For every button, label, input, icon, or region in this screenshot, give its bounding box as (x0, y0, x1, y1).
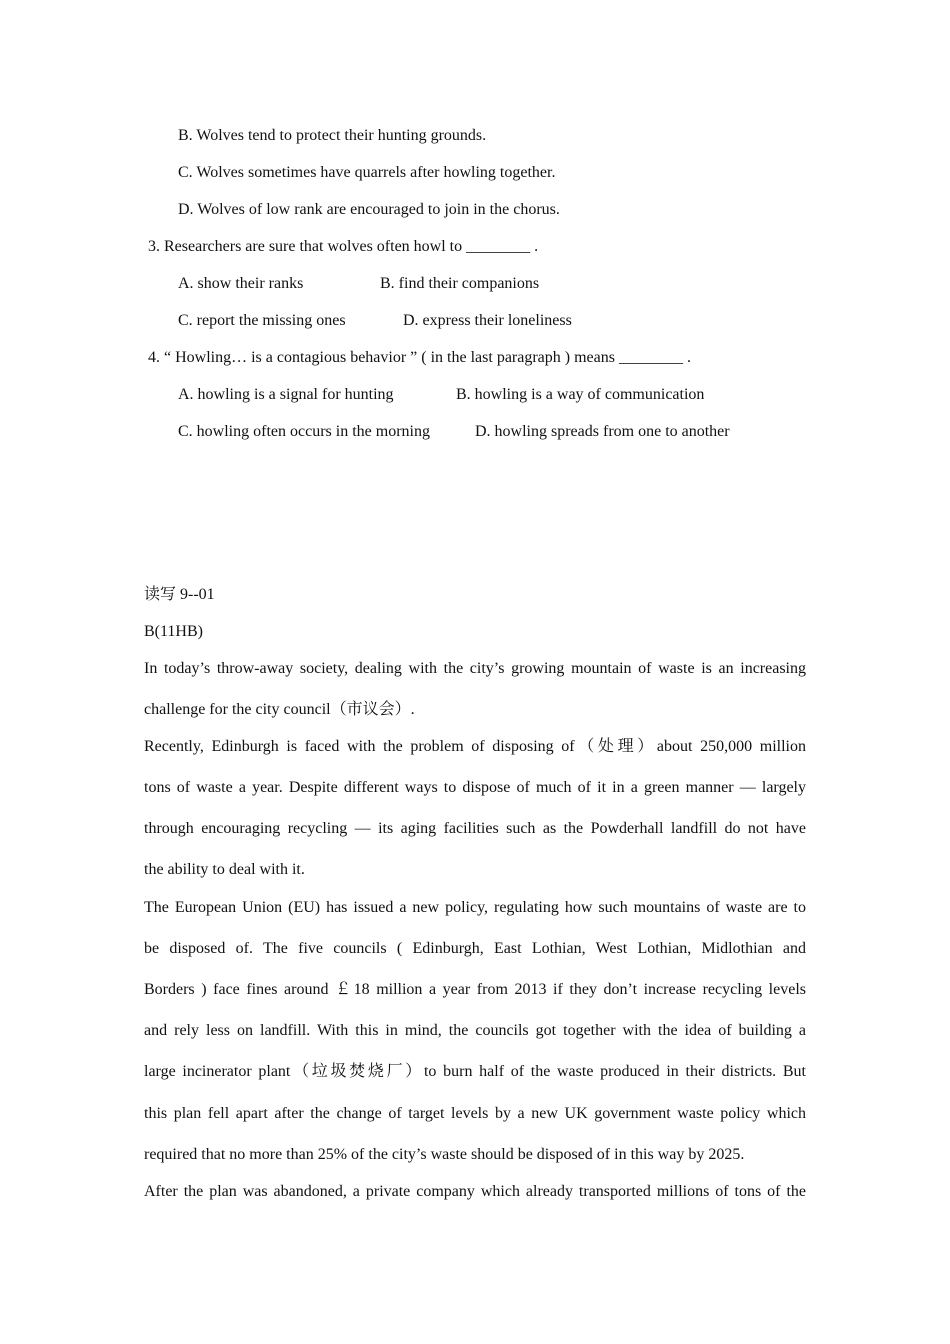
q2-option-b: B. Wolves tend to protect their hunting grounds. (178, 127, 487, 144)
q4-option-c: C. howling often occurs in the morning (178, 423, 430, 440)
q3-option-a: A. show their ranks (178, 275, 304, 292)
passage-line: Recently, Edinburgh is faced with the problem of disposing of（处理）about 250,000 million (144, 738, 806, 755)
section-label: 读写 9--01 (144, 586, 215, 603)
q3-stem: 3. Researchers are sure that wolves often howl to ________ . (148, 238, 539, 255)
passage-line: In today’s throw-away society, dealing with the city’s growing mountain of waste is an increasing (144, 660, 806, 677)
q3-option-b: B. find their companions (380, 275, 540, 292)
q3-option-d: D. express their loneliness (403, 312, 572, 329)
passage-line: tons of waste a year. Despite different ways to dispose of much of it in a green manner — largely (144, 779, 806, 796)
q4-stem: 4. “ Howling… is a contagious behavior ” ( in the last paragraph ) means ________ . (148, 349, 691, 366)
passage-label: B(11HB) (144, 623, 203, 640)
passage-line: this plan fell apart after the change of target levels by a new UK government waste policy which (144, 1105, 806, 1122)
passage-line: required that no more than 25% of the city’s waste should be disposed of in this way by 2025. (144, 1146, 745, 1163)
q4-option-b: B. howling is a way of communication (456, 386, 705, 403)
q4-option-d: D. howling spreads from one to another (475, 423, 730, 440)
q2-option-d: D. Wolves of low rank are encouraged to join in the chorus. (178, 201, 560, 218)
passage-line: be disposed of. The five councils ( Edinburgh, East Lothian, West Lothian, Midlothian and (144, 940, 806, 957)
passage-line: After the plan was abandoned, a private company which already transported millions of tons of the (144, 1183, 806, 1200)
passage-line: the ability to deal with it. (144, 861, 305, 878)
passage-line: The European Union (EU) has issued a new policy, regulating how such mountains of waste are to (144, 899, 806, 916)
q2-option-c: C. Wolves sometimes have quarrels after howling together. (178, 164, 556, 181)
passage-line: challenge for the city council（市议会）. (144, 701, 415, 718)
passage-line: large incinerator plant（垃圾焚烧厂）to burn half of the waste produced in their districts. But (144, 1063, 806, 1080)
passage-line: and rely less on landfill. With this in mind, the councils got together with the idea of building a (144, 1022, 806, 1039)
passage-line: through encouraging recycling — its aging facilities such as the Powderhall landfill do not have (144, 820, 806, 837)
passage-line: Borders ) face fines around ￡18 million a year from 2013 if they don’t increase recycling levels (144, 981, 806, 998)
q3-option-c: C. report the missing ones (178, 312, 346, 329)
q4-option-a: A. howling is a signal for hunting (178, 386, 394, 403)
